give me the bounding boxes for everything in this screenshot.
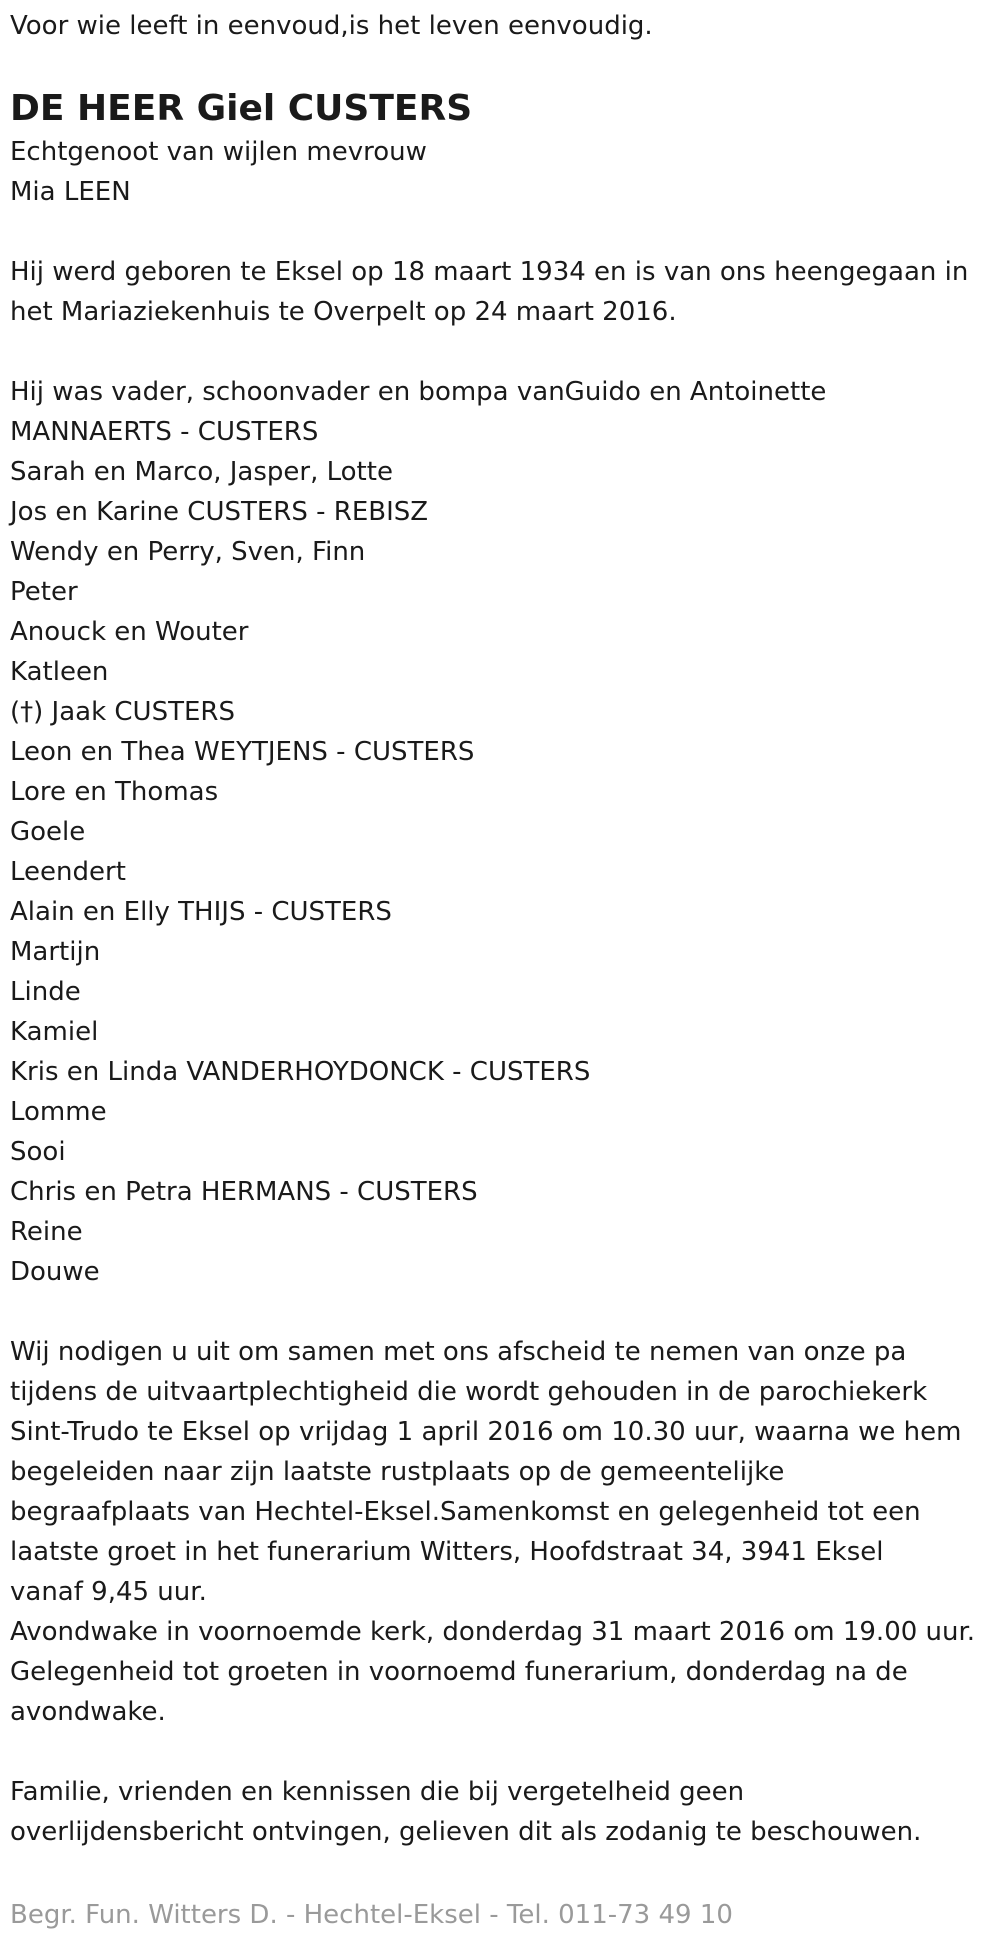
family-line: Sarah en Marco, Jasper, Lotte [10, 457, 393, 487]
invitation-section [10, 1332, 995, 1732]
family-line: Leon en Thea WEYTJENS - CUSTERS [10, 737, 475, 767]
family-line: Chris en Petra HERMANS - CUSTERS [10, 1177, 478, 1207]
birth-death-line: het Mariaziekenhuis te Overpelt op 24 maart 2016. [10, 297, 677, 327]
family-line: Alain en Elly THIJS - CUSTERS [10, 897, 392, 927]
invitation-line: avondwake. [10, 1697, 166, 1727]
family-line: Leendert [10, 857, 126, 887]
family-line: Kris en Linda VANDERHOYDONCK - CUSTERS [10, 1057, 591, 1087]
invitation-line: tijdens de uitvaartplechtigheid die wordt gehouden in de parochiekerk [10, 1377, 928, 1407]
invitation-line: vanaf 9,45 uur. [10, 1577, 207, 1607]
deceased-name: DE HEER Giel CUSTERS [10, 88, 473, 129]
spouse-name: Mia LEEN [10, 177, 131, 207]
family-line: Linde [10, 977, 81, 1007]
spacer [10, 332, 995, 372]
motto-text: Voor wie leeft in eenvoud,is het leven eenvoudig. [10, 11, 653, 41]
closing-line: Familie, vrienden en kennissen die bij vergetelheid geen [10, 1777, 745, 1807]
invitation-line: begraafplaats van Hechtel-Eksel.Samenkomst en gelegenheid tot een [10, 1497, 921, 1527]
family-line: Jos en Karine CUSTERS - REBISZ [10, 497, 429, 527]
birth-death-line: Hij werd geboren te Eksel op 18 maart 1934 en is van ons heengegaan in [10, 257, 969, 287]
obituary-notice [10, 6, 995, 1852]
family-section [10, 372, 995, 1292]
family-line: Hij was vader, schoonvader en bompa vanGuido en Antoinette [10, 377, 827, 407]
spouse-line: Echtgenoot van wijlen mevrouw [10, 137, 427, 167]
invitation-line: begeleiden naar zijn laatste rustplaats op de gemeentelijke [10, 1457, 785, 1487]
family-line: Sooi [10, 1137, 66, 1167]
invitation-line: Gelegenheid tot groeten in voornoemd funerarium, donderdag na de [10, 1657, 908, 1687]
closing-section [10, 1772, 995, 1852]
birth-death-section [10, 252, 995, 332]
family-line: Douwe [10, 1257, 100, 1287]
family-line: Goele [10, 817, 86, 847]
spacer [10, 1292, 995, 1332]
closing-line: overlijdensbericht ontvingen, gelieven dit als zodanig te beschouwen. [10, 1817, 922, 1847]
invitation-line: Wij nodigen u uit om samen met ons afscheid te nemen van onze pa [10, 1337, 907, 1367]
invitation-line: laatste groet in het funerarium Witters, Hoofdstraat 34, 3941 Eksel [10, 1537, 884, 1567]
family-line: Martijn [10, 937, 101, 967]
invitation-line: Sint-Trudo te Eksel op vrijdag 1 april 2016 om 10.30 uur, waarna we hem [10, 1417, 962, 1447]
family-line: MANNAERTS - CUSTERS [10, 417, 319, 447]
family-line: Lore en Thomas [10, 777, 219, 807]
family-line: Wendy en Perry, Sven, Finn [10, 537, 366, 567]
family-line: Peter [10, 577, 78, 607]
family-line: Reine [10, 1217, 83, 1247]
family-line: Lomme [10, 1097, 107, 1127]
spacer [10, 1732, 995, 1772]
family-line: Kamiel [10, 1017, 99, 1047]
spacer [10, 212, 995, 252]
spouse-section [10, 132, 995, 212]
family-line: Anouck en Wouter [10, 617, 249, 647]
invitation-line: Avondwake in voornoemde kerk, donderdag 31 maart 2016 om 19.00 uur. [10, 1617, 976, 1647]
family-line: (†) Jaak CUSTERS [10, 697, 235, 727]
funeral-home-footer: Begr. Fun. Witters D. - Hechtel-Eksel - Tel. 011-73 49 10 [10, 1900, 733, 1930]
family-line: Katleen [10, 657, 109, 687]
